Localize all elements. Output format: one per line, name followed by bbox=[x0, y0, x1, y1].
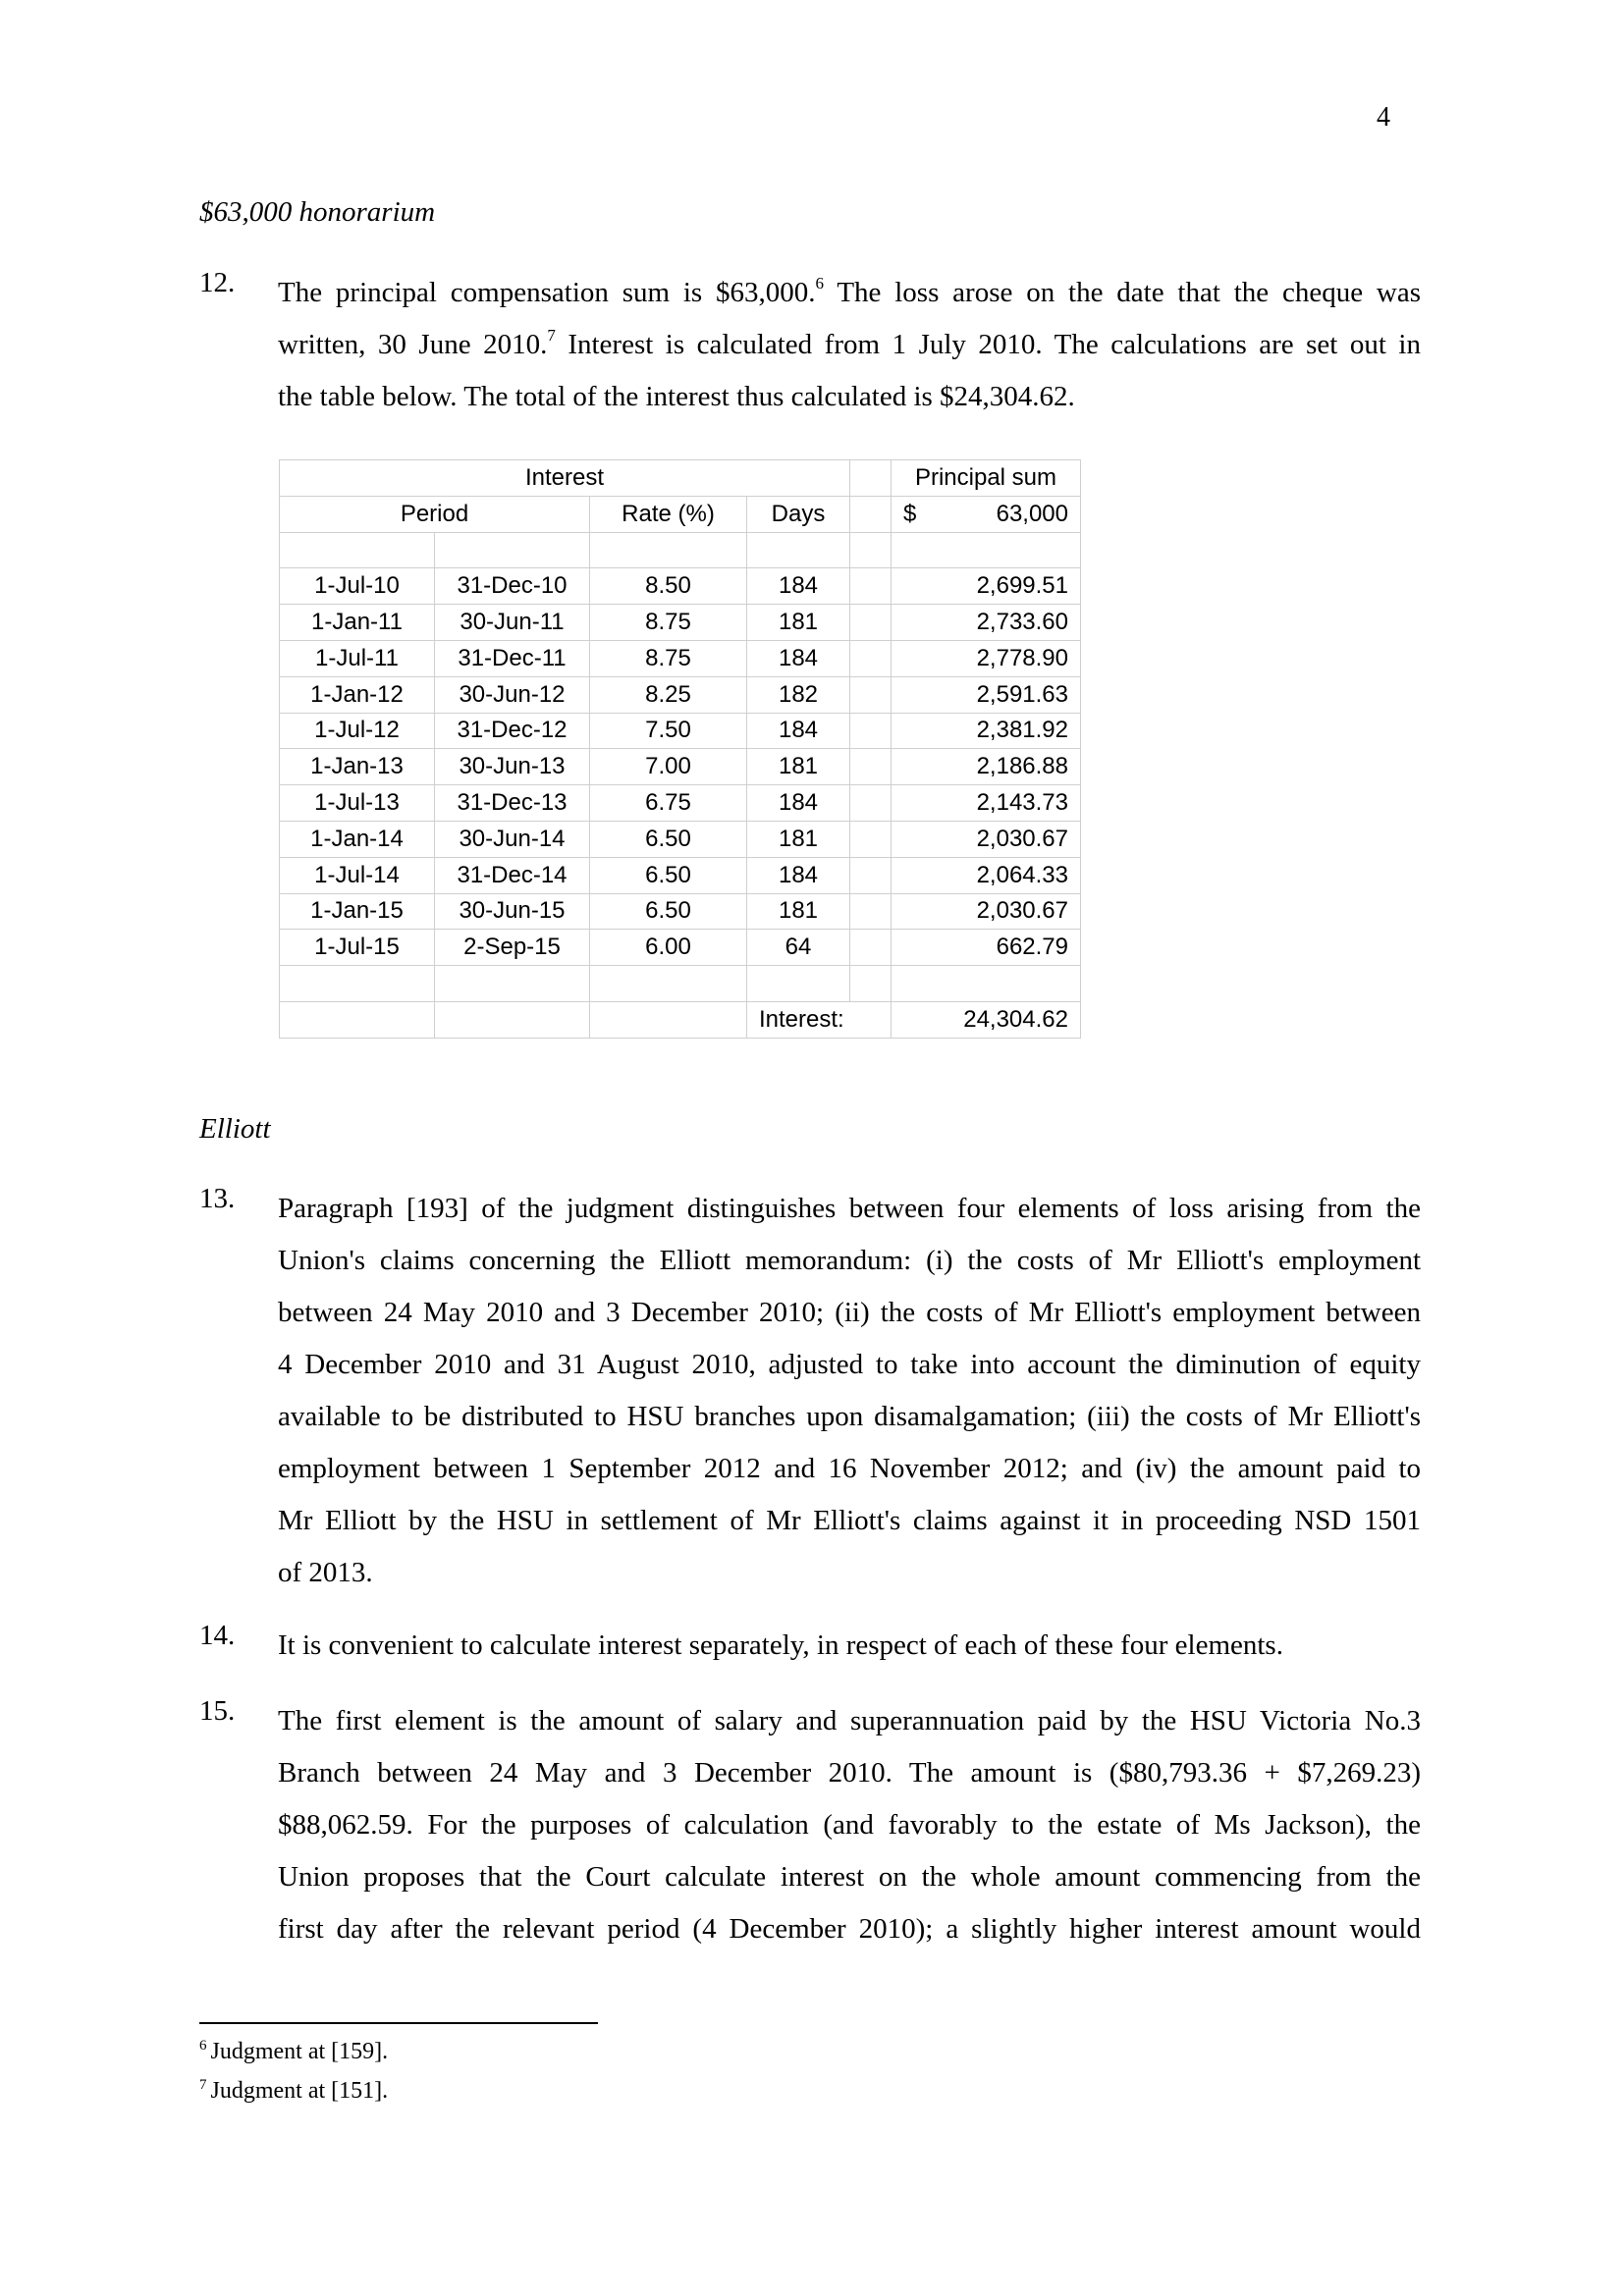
paragraph-line: first day after the relevant period (4 December 2010); a slightly higher interest amount would bbox=[278, 1913, 1421, 1945]
to-date-cell: 30-Jun-12 bbox=[435, 676, 590, 713]
empty-cell bbox=[850, 893, 892, 930]
rate-cell: 8.75 bbox=[590, 605, 747, 641]
interest-amount-cell: 2,699.51 bbox=[892, 568, 1081, 605]
days-cell: 184 bbox=[747, 640, 850, 676]
interest-table bbox=[279, 459, 1081, 1039]
empty-cell bbox=[590, 1001, 747, 1038]
empty-cell bbox=[850, 749, 892, 785]
interest-amount-cell: 2,733.60 bbox=[892, 605, 1081, 641]
to-date-cell: 30-Jun-15 bbox=[435, 893, 590, 930]
empty-cell bbox=[850, 857, 892, 893]
principal-sum-header: Principal sum bbox=[892, 460, 1081, 497]
empty-cell bbox=[850, 568, 892, 605]
days-cell: 184 bbox=[747, 857, 850, 893]
paragraph-text bbox=[278, 267, 1421, 423]
paragraph-14 bbox=[199, 1620, 1421, 1672]
paragraph-line: written, 30 June 2010.$^7$ Interest is calculated from 1 July 2010. The calculations are set out in bbox=[278, 326, 1421, 360]
paragraph-line: Union proposes that the Court calculate interest on the whole amount commencing from the bbox=[278, 1861, 1421, 1893]
table-row bbox=[280, 893, 1081, 930]
rate-cell: 7.00 bbox=[590, 749, 747, 785]
footnote-ref-6[interactable]: 6 bbox=[815, 274, 825, 294]
page-number: 4 bbox=[1377, 102, 1390, 133]
paragraph-line: The first element is the amount of salary and superannuation paid by the HSU Victoria No.3 bbox=[278, 1705, 1421, 1736]
empty-cell bbox=[435, 966, 590, 1002]
table-total-row bbox=[280, 1001, 1081, 1038]
interest-amount-cell: 2,064.33 bbox=[892, 857, 1081, 893]
rate-cell: 6.50 bbox=[590, 893, 747, 930]
rate-cell: 6.75 bbox=[590, 785, 747, 822]
interest-amount-cell: 2,186.88 bbox=[892, 749, 1081, 785]
empty-cell bbox=[850, 966, 892, 1002]
days-cell: 184 bbox=[747, 785, 850, 822]
table-row bbox=[280, 821, 1081, 857]
empty-cell bbox=[850, 930, 892, 966]
days-cell: 184 bbox=[747, 568, 850, 605]
interest-amount-cell: 2,381.92 bbox=[892, 713, 1081, 749]
from-date-cell: 1-Jul-13 bbox=[280, 785, 435, 822]
paragraph-13 bbox=[199, 1183, 1421, 1599]
footnote-separator bbox=[199, 2022, 598, 2024]
empty-cell bbox=[280, 1001, 435, 1038]
principal-value: $ 63,000 bbox=[892, 496, 1081, 532]
period-header: Period bbox=[280, 496, 590, 532]
interest-amount-cell: 2,030.67 bbox=[892, 821, 1081, 857]
from-date-cell: 1-Jan-13 bbox=[280, 749, 435, 785]
paragraph-number: 15. bbox=[199, 1695, 236, 1727]
empty-cell bbox=[850, 785, 892, 822]
table-spacer-row bbox=[280, 532, 1081, 568]
rate-header: Rate (%) bbox=[590, 496, 747, 532]
footnote-ref-7[interactable]: 7 bbox=[547, 326, 556, 346]
paragraph-line: It is convenient to calculate interest separately, in respect of each of these four elements. bbox=[278, 1629, 1283, 1661]
paragraph-15 bbox=[199, 1695, 1421, 1955]
days-header: Days bbox=[747, 496, 850, 532]
footnote-7 bbox=[199, 2077, 388, 2105]
empty-cell bbox=[850, 496, 892, 532]
interest-amount-cell: 2,143.73 bbox=[892, 785, 1081, 822]
total-interest-value: 24,304.62 bbox=[892, 1001, 1081, 1038]
paragraph-line: available to be distributed to HSU branches upon disamalgamation; (iii) the costs of Mr Elliott's bbox=[278, 1401, 1421, 1432]
table-header-row-1 bbox=[280, 460, 1081, 497]
table-row bbox=[280, 785, 1081, 822]
table-row bbox=[280, 605, 1081, 641]
interest-header: Interest bbox=[280, 460, 850, 497]
to-date-cell: 31-Dec-13 bbox=[435, 785, 590, 822]
table-row bbox=[280, 676, 1081, 713]
empty-cell bbox=[850, 821, 892, 857]
days-cell: 181 bbox=[747, 749, 850, 785]
to-date-cell: 2-Sep-15 bbox=[435, 930, 590, 966]
paragraph-number: 13. bbox=[199, 1183, 236, 1214]
section-heading-honorarium: $63,000 honorarium bbox=[199, 196, 436, 228]
days-cell: 64 bbox=[747, 930, 850, 966]
to-date-cell: 30-Jun-13 bbox=[435, 749, 590, 785]
interest-amount-cell: 2,591.63 bbox=[892, 676, 1081, 713]
from-date-cell: 1-Jul-14 bbox=[280, 857, 435, 893]
days-cell: 184 bbox=[747, 713, 850, 749]
paragraph-text bbox=[278, 1183, 1421, 1599]
footnote-number: 7 bbox=[199, 2077, 207, 2093]
paragraph-text bbox=[278, 1695, 1421, 1955]
currency-symbol: $ bbox=[903, 500, 917, 527]
empty-cell bbox=[850, 640, 892, 676]
to-date-cell: 31-Dec-14 bbox=[435, 857, 590, 893]
empty-cell bbox=[590, 966, 747, 1002]
interest-table-container bbox=[279, 459, 1081, 1039]
paragraph-12 bbox=[199, 267, 1421, 423]
table-row bbox=[280, 640, 1081, 676]
rate-cell: 6.00 bbox=[590, 930, 747, 966]
footnote-6 bbox=[199, 2038, 388, 2065]
empty-cell bbox=[747, 966, 850, 1002]
rate-cell: 6.50 bbox=[590, 857, 747, 893]
empty-cell bbox=[892, 966, 1081, 1002]
empty-cell bbox=[850, 460, 892, 497]
from-date-cell: 1-Jan-12 bbox=[280, 676, 435, 713]
empty-cell bbox=[850, 713, 892, 749]
to-date-cell: 31-Dec-11 bbox=[435, 640, 590, 676]
to-date-cell: 31-Dec-12 bbox=[435, 713, 590, 749]
paragraph-line: Paragraph [193] of the judgment distinguishes between four elements of loss arising from the bbox=[278, 1193, 1421, 1224]
rate-cell: 8.50 bbox=[590, 568, 747, 605]
to-date-cell: 31-Dec-10 bbox=[435, 568, 590, 605]
paragraph-text bbox=[278, 1620, 1421, 1672]
from-date-cell: 1-Jul-12 bbox=[280, 713, 435, 749]
rate-cell: 8.75 bbox=[590, 640, 747, 676]
from-date-cell: 1-Jan-11 bbox=[280, 605, 435, 641]
paragraph-line: of 2013. bbox=[278, 1557, 373, 1588]
table-row bbox=[280, 749, 1081, 785]
rate-cell: 6.50 bbox=[590, 821, 747, 857]
paragraph-line: $88,062.59. For the purposes of calculation (and favorably to the estate of Ms Jackson), the bbox=[278, 1809, 1421, 1841]
from-date-cell: 1-Jul-11 bbox=[280, 640, 435, 676]
table-row bbox=[280, 930, 1081, 966]
paragraph-line: 4 December 2010 and 31 August 2010, adjusted to take into account the diminution of equity bbox=[278, 1349, 1421, 1380]
footnote-text: Judgment at [151]. bbox=[210, 2078, 389, 2104]
footnote-text: Judgment at [159]. bbox=[210, 2039, 389, 2064]
table-row bbox=[280, 857, 1081, 893]
from-date-cell: 1-Jan-15 bbox=[280, 893, 435, 930]
empty-cell bbox=[435, 1001, 590, 1038]
to-date-cell: 30-Jun-14 bbox=[435, 821, 590, 857]
total-label: Interest: bbox=[747, 1001, 892, 1038]
footnote-number: 6 bbox=[199, 2038, 207, 2054]
empty-cell bbox=[850, 676, 892, 713]
days-cell: 181 bbox=[747, 605, 850, 641]
interest-amount-cell: 2,778.90 bbox=[892, 640, 1081, 676]
days-cell: 182 bbox=[747, 676, 850, 713]
empty-cell bbox=[850, 605, 892, 641]
paragraph-line: employment between 1 September 2012 and 16 November 2012; and (iv) the amount paid to bbox=[278, 1453, 1421, 1484]
days-cell: 181 bbox=[747, 821, 850, 857]
table-header-row-2 bbox=[280, 496, 1081, 532]
empty-cell bbox=[280, 966, 435, 1002]
from-date-cell: 1-Jul-10 bbox=[280, 568, 435, 605]
from-date-cell: 1-Jan-14 bbox=[280, 821, 435, 857]
paragraph-line: the table below. The total of the interest thus calculated is $24,304.62. bbox=[278, 381, 1075, 412]
paragraph-number: 14. bbox=[199, 1620, 236, 1651]
paragraph-line: Union's claims concerning the Elliott memorandum: (i) the costs of Mr Elliott's employment bbox=[278, 1245, 1421, 1276]
paragraph-line: between 24 May 2010 and 3 December 2010; (ii) the costs of Mr Elliott's employment between bbox=[278, 1297, 1421, 1328]
table-row bbox=[280, 568, 1081, 605]
interest-amount-cell: 662.79 bbox=[892, 930, 1081, 966]
table-spacer-row bbox=[280, 966, 1081, 1002]
rate-cell: 8.25 bbox=[590, 676, 747, 713]
paragraph-number: 12. bbox=[199, 267, 236, 298]
table-row bbox=[280, 713, 1081, 749]
paragraph-line: The principal compensation sum is $63,000.$^6$ The loss arose on the date that the cheque was bbox=[278, 274, 1421, 308]
section-heading-elliott: Elliott bbox=[199, 1113, 271, 1145]
days-cell: 181 bbox=[747, 893, 850, 930]
interest-amount-cell: 2,030.67 bbox=[892, 893, 1081, 930]
to-date-cell: 30-Jun-11 bbox=[435, 605, 590, 641]
from-date-cell: 1-Jul-15 bbox=[280, 930, 435, 966]
rate-cell: 7.50 bbox=[590, 713, 747, 749]
paragraph-line: Branch between 24 May and 3 December 2010. The amount is ($80,793.36 + $7,269.23) bbox=[278, 1757, 1421, 1789]
paragraph-line: Mr Elliott by the HSU in settlement of Mr Elliott's claims against it in proceeding NSD 1501 bbox=[278, 1505, 1421, 1536]
